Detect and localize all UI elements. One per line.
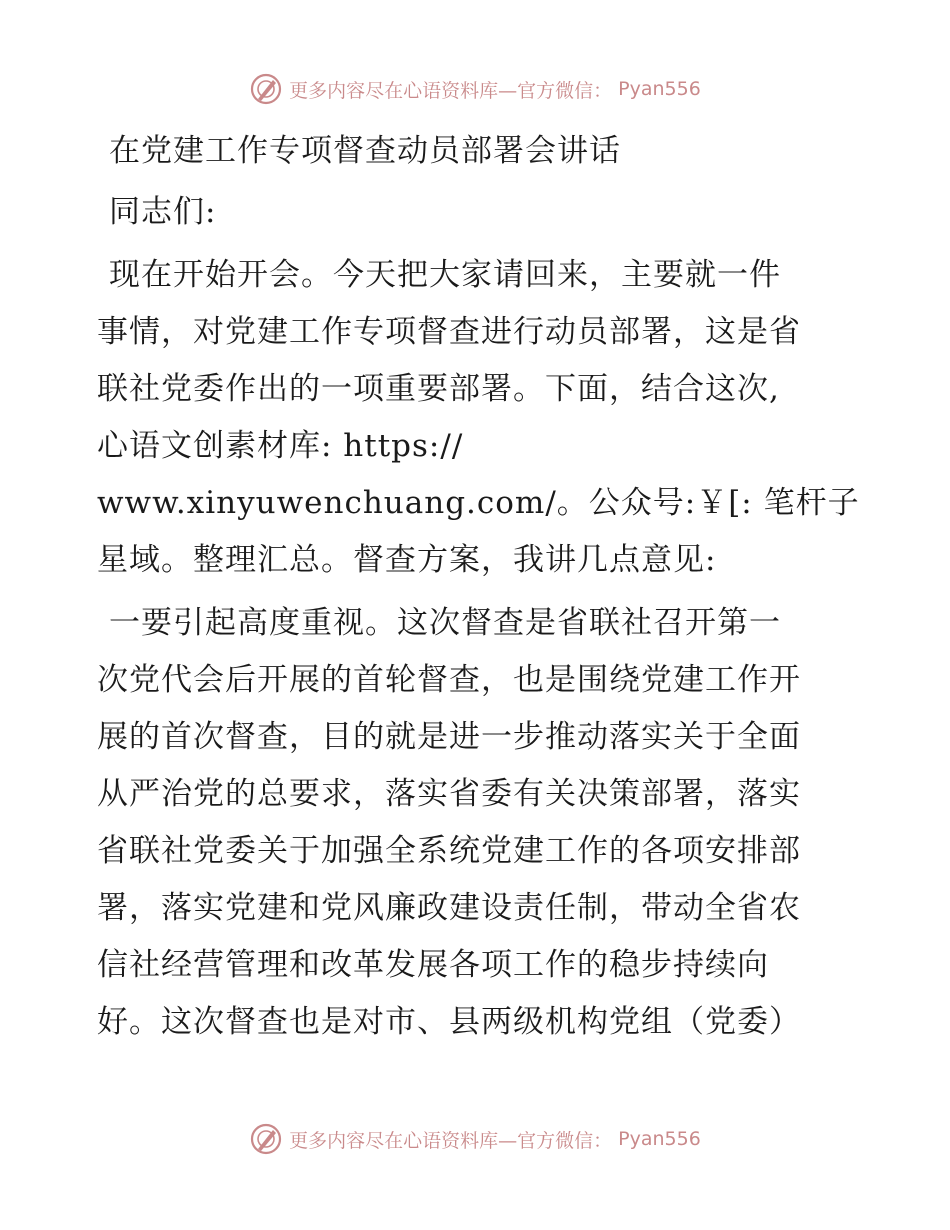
banner-wechat-id: Pyan556 [618, 1128, 701, 1150]
paragraph-line: 事情，对党建工作专项督查进行动员部署，这是省 [97, 314, 801, 350]
footer-watermark-banner [0, 1119, 950, 1159]
pen-logo-icon [249, 72, 283, 106]
banner-text: 更多内容尽在心语资料库—官方微信： [289, 79, 613, 102]
paragraph-line: 次党代会后开展的首轮督查，也是围绕党建工作开 [97, 662, 801, 698]
paragraph-line: 省联社党委关于加强全系统党建工作的各项安排部 [97, 833, 801, 869]
paragraph-line: 信社经营管理和改革发展各项工作的稳步持续向 [97, 947, 769, 983]
document-title: 在党建工作专项督查动员部署会讲话 [109, 133, 621, 169]
paragraph-2 [97, 595, 857, 1051]
salutation: 同志们: [109, 194, 217, 230]
paragraph-line: 从严治党的总要求，落实省委有关决策部署，落实 [97, 776, 801, 812]
paragraph-line: 现在开始开会。今天把大家请回来，主要就一件 [109, 257, 781, 293]
paragraph-line: 联社党委作出的一项重要部署。下面，结合这次, [97, 371, 780, 407]
paragraph-line: 星域。整理汇总。督查方案，我讲几点意见: [97, 542, 717, 578]
banner-text: 更多内容尽在心语资料库—官方微信： [289, 1129, 613, 1152]
header-watermark-banner [0, 69, 950, 109]
document-body [97, 123, 860, 1051]
paragraph-line: 署，落实党建和党风廉政建设责任制，带动全省农 [97, 890, 801, 926]
pen-logo-icon [249, 1122, 283, 1156]
paragraph-line: 一要引起高度重视。这次督查是省联社召开第一 [109, 605, 781, 641]
paragraph-line: 展的首次督查，目的就是进一步推动落实关于全面 [97, 719, 801, 755]
paragraph-line: 好。这次督查也是对市、县两级机构党组（党委） [97, 1004, 801, 1040]
paragraph-1 [97, 247, 860, 589]
paragraph-line: www.xinyuwenchuang.com/。公众号:￥[: 笔杆子 [97, 485, 860, 521]
paragraph-line: 心语文创素材库: https:// [97, 428, 464, 464]
banner-wechat-id: Pyan556 [618, 78, 701, 100]
